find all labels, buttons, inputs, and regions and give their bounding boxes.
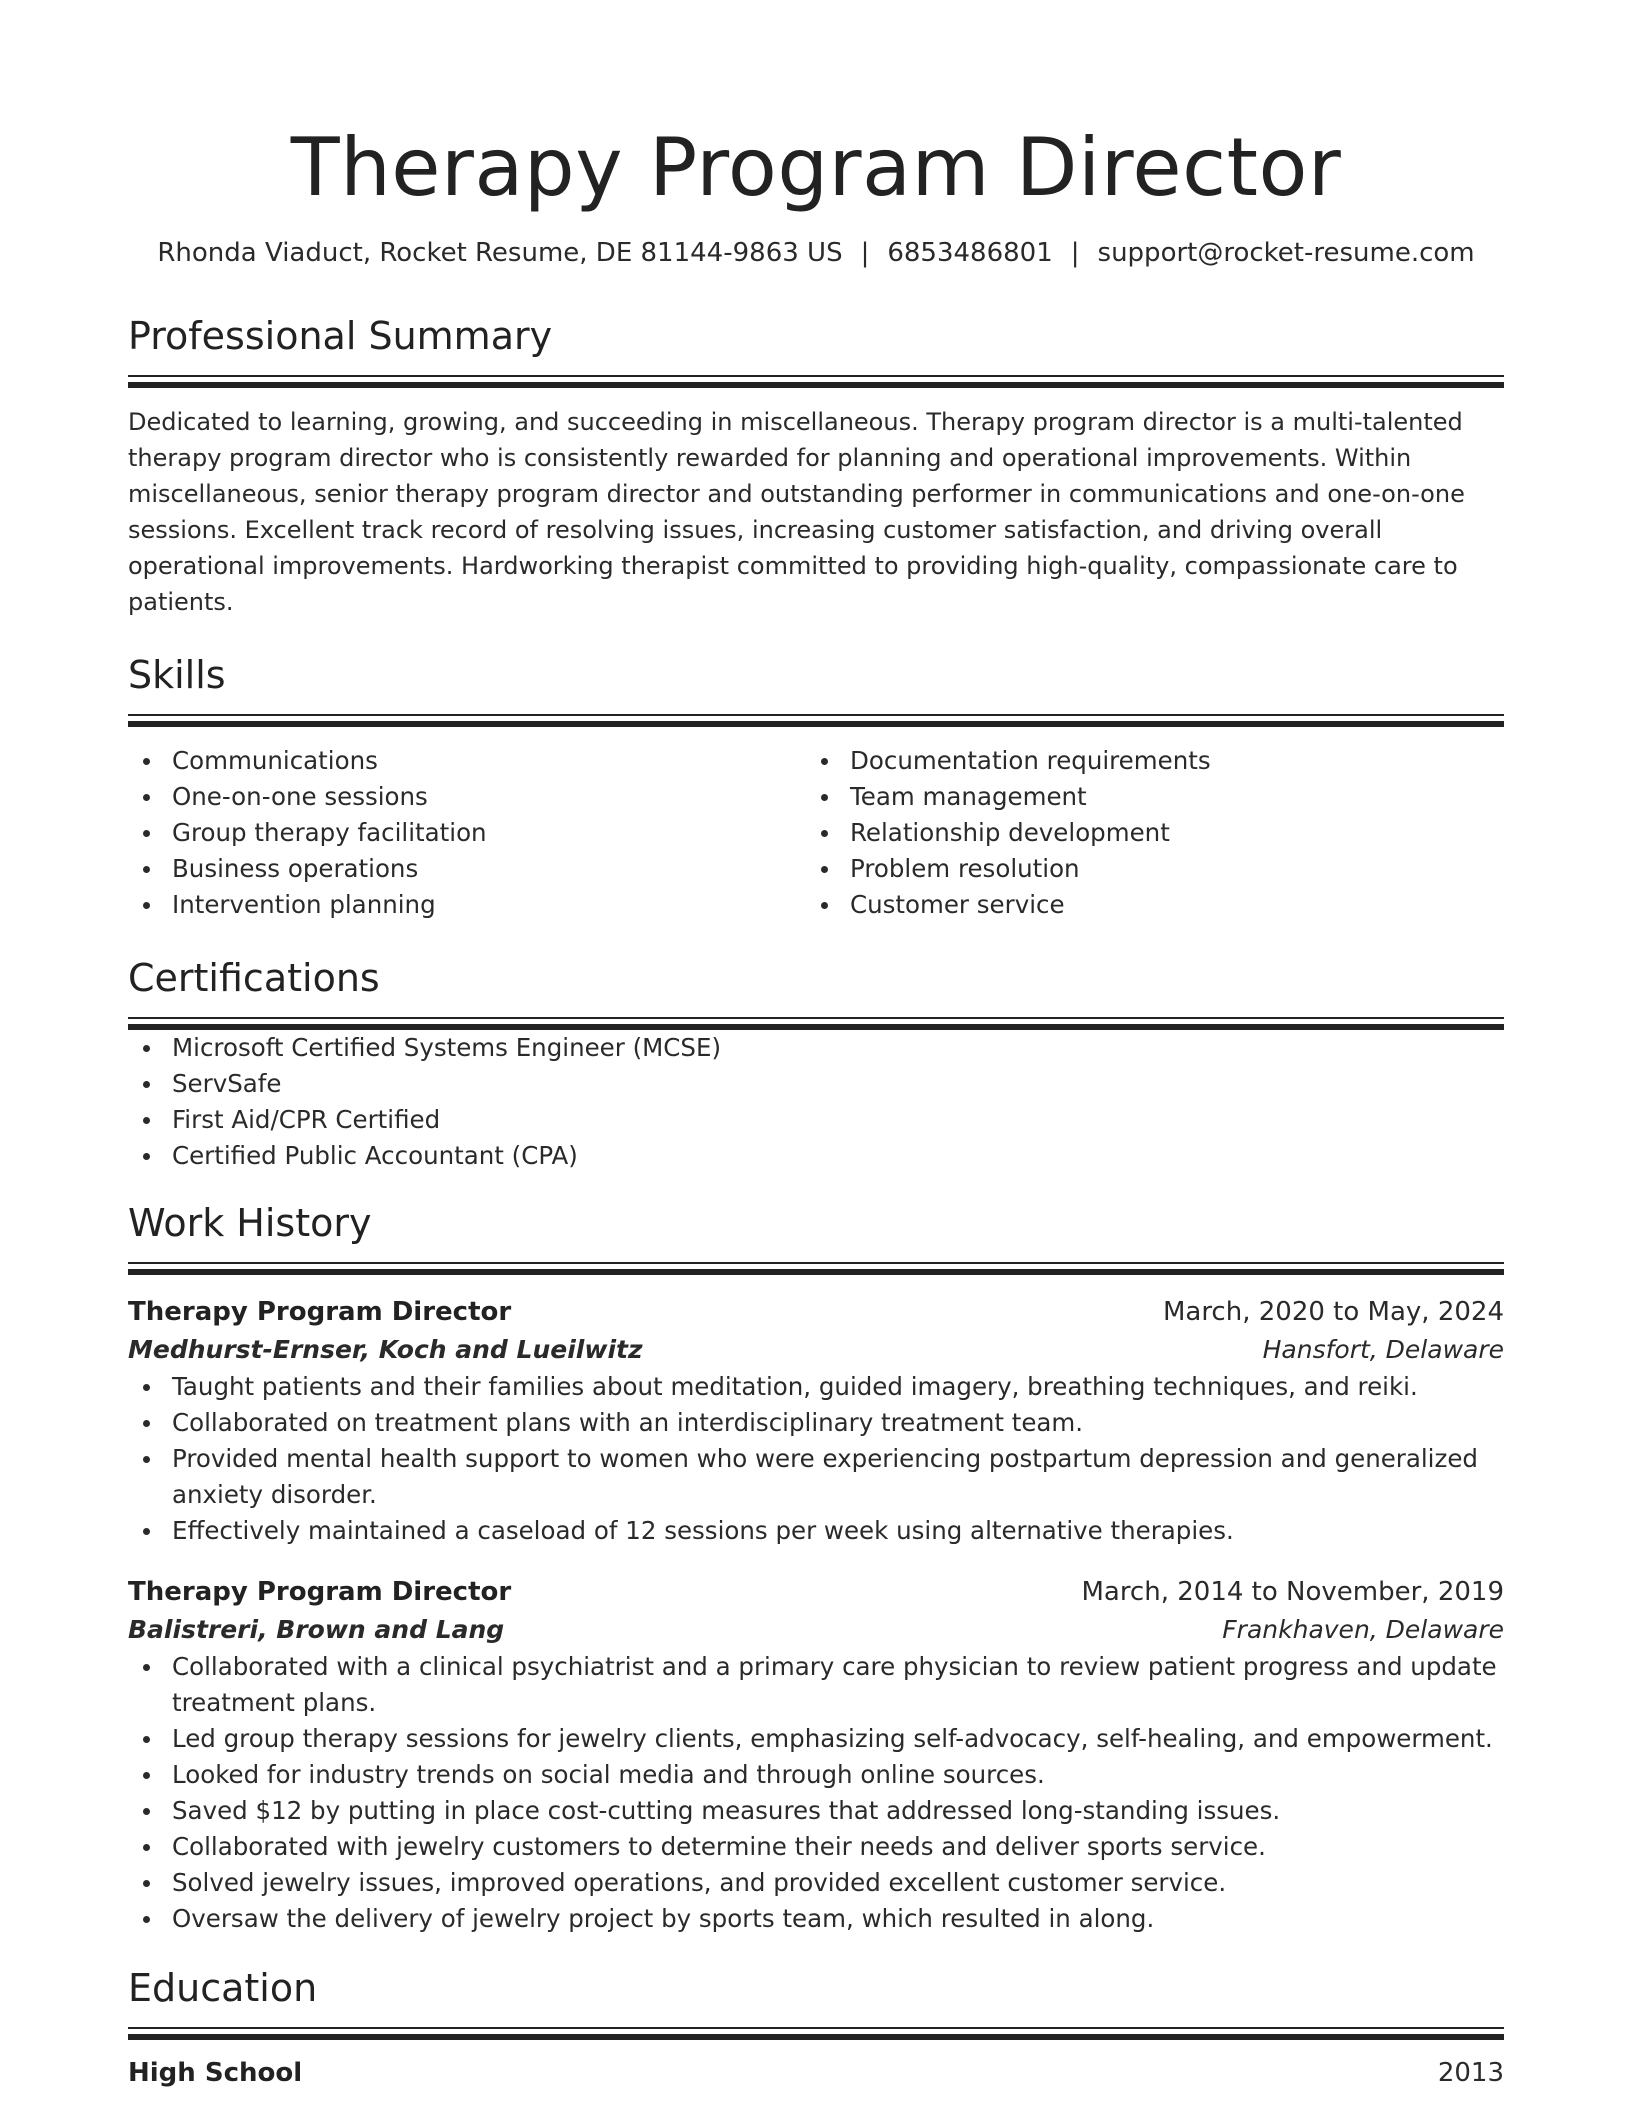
section-divider xyxy=(128,2027,1504,2040)
job-duty-item: Provided mental health support to women who were experiencing postpartum depression and generalized anxiety disorder. xyxy=(128,1441,1504,1513)
contact-address: Rhonda Viaduct, Rocket Resume, DE 81144-9863 US xyxy=(157,238,843,268)
section-divider xyxy=(128,375,1504,388)
job-duty-item: Collaborated on treatment plans with an interdisciplinary treatment team. xyxy=(128,1405,1504,1441)
certifications-section xyxy=(128,953,1504,1174)
job-duty-item: Saved $12 by putting in place cost-cutting measures that addressed long-standing issues. xyxy=(128,1793,1504,1829)
job-duty-item: Collaborated with jewelry customers to determine their needs and deliver sports service. xyxy=(128,1829,1504,1865)
job-entry xyxy=(128,1293,1504,1549)
summary-heading: Professional Summary xyxy=(128,314,553,358)
job-company-row xyxy=(128,1611,1504,1649)
job-duty-item: Collaborated with a clinical psychiatrist and a primary care physician to review patient progress and update treatment plans. xyxy=(128,1649,1504,1721)
summary-text: Dedicated to learning, growing, and succeeding in miscellaneous. Therapy program director is a multi-talented therapy program director who is consistently rewarded for planning and operational improvements. Within miscellaneous, senior therapy program director and outstanding performer in communications and one-on-one sessions. Excellent track record of resolving issues, increasing customer satisfaction, and driving overall operational improvements. Hardworking therapist committed to providing high-quality, compassionate care to patients. xyxy=(128,408,1465,616)
job-company: Medhurst-Ernser, Koch and Lueilwitz xyxy=(128,1335,643,1364)
skills-heading: Skills xyxy=(128,653,226,697)
job-duty-item: Taught patients and their families about meditation, guided imagery, breathing techniques, and reiki. xyxy=(128,1369,1504,1405)
job-duty-item: Solved jewelry issues, improved operations, and provided excellent customer service. xyxy=(128,1865,1504,1901)
skill-item: Intervention planning xyxy=(128,887,806,923)
job-duty-item: Led group therapy sessions for jewelry clients, emphasizing self-advocacy, self-healing, and empowerment. xyxy=(128,1721,1504,1757)
contact-line xyxy=(128,235,1504,271)
job-entry xyxy=(128,1573,1504,1937)
skill-item: Documentation requirements xyxy=(806,743,1484,779)
job-title: Therapy Program Director xyxy=(128,1577,512,1607)
certifications-heading: Certifications xyxy=(128,956,380,1000)
job-duty-item: Looked for industry trends on social media and through online sources. xyxy=(128,1757,1504,1793)
education-degree: High School xyxy=(128,2058,303,2088)
job-header-row xyxy=(128,1293,1504,1331)
education-heading: Education xyxy=(128,1966,318,2010)
work-history-heading: Work History xyxy=(128,1201,372,1245)
resume-title: Therapy Program Director xyxy=(290,121,1342,214)
work-history-section xyxy=(128,1198,1504,1937)
certification-item: ServSafe xyxy=(128,1066,1504,1102)
skill-item: Customer service xyxy=(806,887,1484,923)
job-dates: March, 2014 to November, 2019 xyxy=(1081,1577,1504,1607)
skill-item: Team management xyxy=(806,779,1484,815)
job-duty-item: Oversaw the delivery of jewelry project by sports team, which resulted in along. xyxy=(128,1901,1504,1937)
skills-list-left xyxy=(128,743,806,923)
resume-page xyxy=(128,118,1504,2092)
job-company: Balistreri, Brown and Lang xyxy=(128,1615,505,1644)
certification-item: First Aid/CPR Certified xyxy=(128,1102,1504,1138)
contact-separator: | xyxy=(860,238,870,268)
job-duty-item: Effectively maintained a caseload of 12 sessions per week using alternative therapies. xyxy=(128,1513,1504,1549)
job-location: Hansfort, Delaware xyxy=(1262,1335,1504,1364)
certification-item: Microsoft Certified Systems Engineer (MCSE) xyxy=(128,1030,1504,1066)
skill-item: Problem resolution xyxy=(806,851,1484,887)
contact-phone: 6853486801 xyxy=(887,238,1053,268)
job-header-row xyxy=(128,1573,1504,1611)
summary-section xyxy=(128,311,1504,620)
skills-section xyxy=(128,650,1504,923)
education-entry xyxy=(128,2054,1504,2092)
skills-grid xyxy=(128,743,1504,923)
job-duties-list xyxy=(128,1369,1504,1549)
skill-item: Relationship development xyxy=(806,815,1484,851)
skill-item: Group therapy facilitation xyxy=(128,815,806,851)
skill-item: Communications xyxy=(128,743,806,779)
section-divider xyxy=(128,1262,1504,1275)
certification-item: Certified Public Accountant (CPA) xyxy=(128,1138,1504,1174)
contact-separator: | xyxy=(1070,238,1080,268)
contact-email: support@rocket-resume.com xyxy=(1097,238,1475,268)
certifications-list xyxy=(128,1030,1504,1174)
section-divider xyxy=(128,1017,1504,1030)
job-title: Therapy Program Director xyxy=(128,1297,512,1327)
skills-list-right xyxy=(806,743,1484,923)
job-duties-list xyxy=(128,1649,1504,1937)
skill-item: One-on-one sessions xyxy=(128,779,806,815)
education-section xyxy=(128,1963,1504,2092)
job-location: Frankhaven, Delaware xyxy=(1222,1615,1504,1644)
job-dates: March, 2020 to May, 2024 xyxy=(1162,1297,1504,1327)
education-year: 2013 xyxy=(1437,2058,1504,2088)
job-company-row xyxy=(128,1331,1504,1369)
skill-item: Business operations xyxy=(128,851,806,887)
section-divider xyxy=(128,714,1504,727)
